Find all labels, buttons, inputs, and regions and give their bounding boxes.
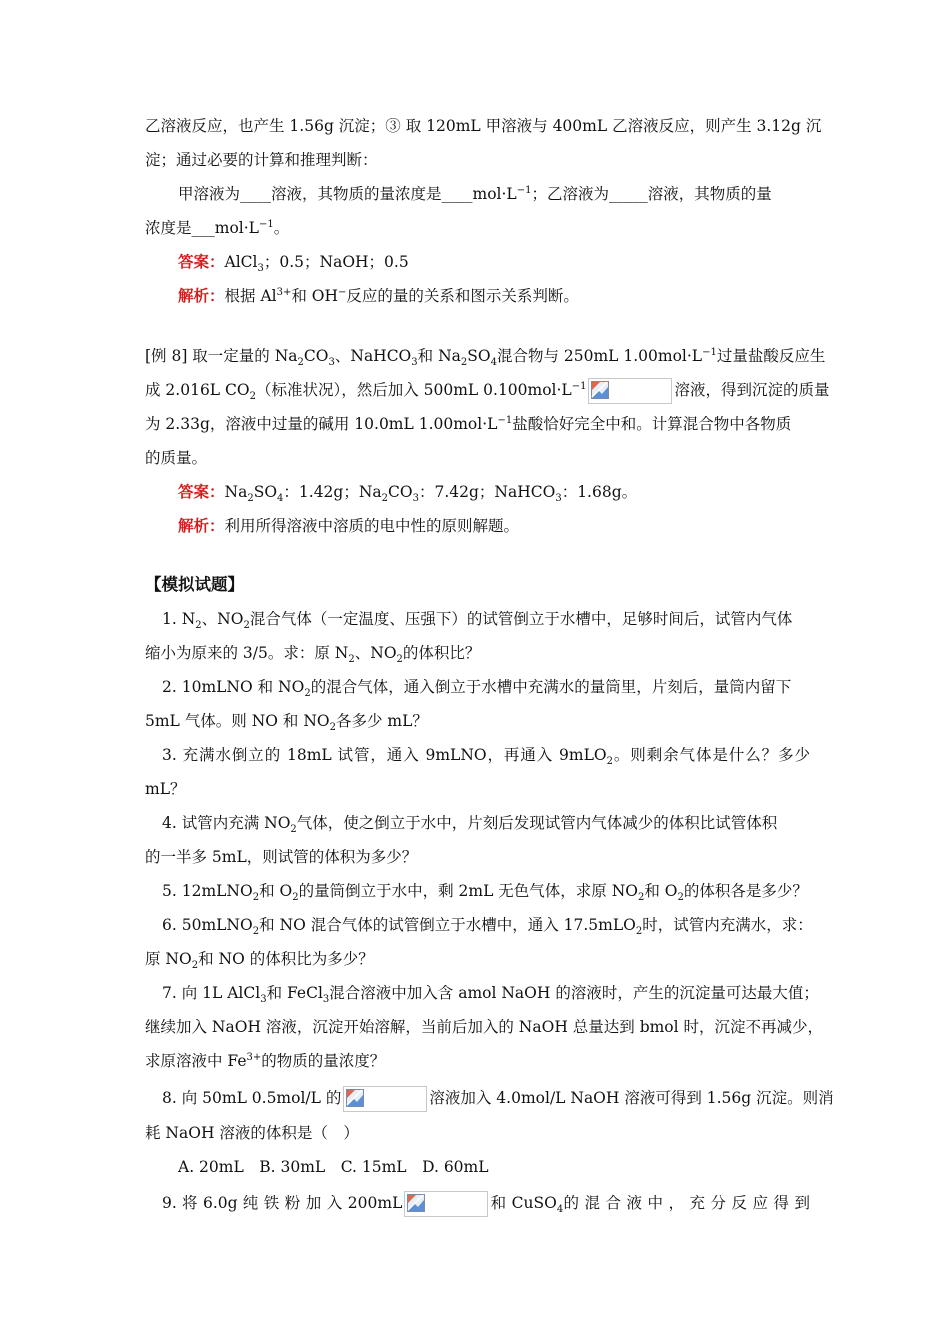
question-5: 5. 12mLNO$_2$和 $O_2$的量筒倒立于水中，剩 2mL 无色气体，求原 $NO_2$和 $O_2$的体积各是多少？	[162, 882, 808, 904]
question-1-cont: 缩小为原来的 3/5。求：原 $N_2$、$NO_2$的体积比？	[145, 644, 481, 666]
broken-image	[588, 378, 672, 404]
broken-image-icon	[591, 381, 609, 399]
example-8-line: 成 2.016L $CO_2$（标准状况），然后加入 500mL $0.100mol\cdot L^{-1}$ 溶液，得到沉淀的质量	[145, 373, 810, 407]
example-8-line: 为 2.33g，溶液中过量的碱用 10.0mL $1.00mol\cdot L^{-1}$盐酸恰好完全中和。计算混合物中各物质	[145, 414, 792, 433]
example-8-line: 的质量。	[145, 449, 208, 467]
example-8-line: [例 8] 取一定量的 $Na_2CO_3$、NaHCO$_3$和 $Na_2SO_4$混合物与 250mL $1.00mol\cdot L^{-1}$过量盐酸反应生	[145, 346, 826, 369]
text-line: 浓度是$\_\_\_mol\cdot L^{-1}$。	[145, 218, 290, 237]
broken-image	[343, 1086, 427, 1112]
question-6: 6. 50mLNO$_2$和 NO 混合气体的试管倒立于水槽中，通入 17.5mLO$_2$时，试管内充满水，求：	[162, 916, 813, 938]
text-line: 淀；通过必要的计算和推理判断：	[145, 151, 378, 169]
question-3-cont: mL？	[145, 780, 186, 798]
question-7-cont: 求原溶液中 $Fe^{3+}$的物质的量浓度？	[145, 1051, 386, 1070]
question-7: 7. 向 1L AlCl$_3$和 FeCl$_3$混合溶液中加入含 amol NaOH 的溶液时，产生的沉淀量可达最大值；	[162, 984, 819, 1006]
broken-image	[404, 1191, 488, 1217]
broken-image-icon	[346, 1089, 364, 1107]
question-4-cont: 的一半多 5mL，则试管的体积为多少？	[145, 848, 418, 866]
text-line: 乙溶液反应，也产生 1.56g 沉淀；③ 取 120mL 甲溶液与 400mL 乙溶液反应，则产生 3.12g 沉	[145, 117, 822, 135]
question-2: 2. 10mLNO 和 $NO_2$的混合气体，通入倒立于水槽中充满水的量筒里，片刻后，量筒内留下	[162, 678, 792, 700]
question-8-options: A. 20mL B. 30mL C. 15mL D. 60mL	[178, 1158, 489, 1176]
question-3: 3. 充满水倒立的 18mL 试管，通入 9mLNO，再通入 9mLO$_2$。则剩余气体是什么？多少	[162, 746, 810, 768]
explanation-label: 解析：	[178, 286, 225, 305]
answer-line: 答案：AlCl$_3$；0.5；NaOH；0.5	[178, 252, 409, 275]
question-6-cont: 原 $NO_2$和 NO 的体积比为多少？	[145, 950, 374, 972]
question-7-cont: 继续加入 NaOH 溶液，沉淀开始溶解，当前后加入的 NaOH 总量达到 bmol 时，沉淀不再减少，	[145, 1018, 824, 1036]
question-9: 9. 将 6.0g 纯 铁 粉 加 入 200mL 和 CuSO$_4$的 混 合 液 中 ， 充 分 反 应 得 到	[162, 1186, 810, 1220]
answer-label: 答案：	[178, 252, 225, 271]
question-8: 8. 向 50mL 0.5mol/L 的 溶液加入 4.0mol/L NaOH 溶液可得到 1.56g 沉淀。则消	[162, 1081, 810, 1115]
explanation-line: 解析：根据 $Al^{3+}$和 OH−反应的量的关系和图示关系判断。	[178, 286, 579, 305]
question-4: 4. 试管内充满 $NO_2$气体，使之倒立于水中，片刻后发现试管内气体减少的体积比试管体积	[162, 814, 778, 836]
explanation-label: 解析：	[178, 516, 225, 535]
section-title: 【模拟试题】	[145, 575, 244, 594]
question-8-cont: 耗 NaOH 溶液的体积是（ ）	[145, 1124, 359, 1142]
answer-label: 答案：	[178, 482, 225, 501]
question-1: 1. $N_2$、$NO_2$混合气体（一定温度、压强下）的试管倒立于水槽中，足够时间后，试管内气体	[162, 610, 793, 632]
text-line: 甲溶液为____溶液，其物质的量浓度是$\_\_\_\_mol\cdot L^{-1}$；乙溶液为_____溶液，其物质的量	[178, 184, 772, 203]
answer-line: 答案：$Na_2SO_4$：1.42g；$Na_2CO_3$：7.42g；NaHCO$_3$：1.68g。	[178, 482, 638, 505]
explanation-line: 解析：利用所得溶液中溶质的电中性的原则解题。	[178, 516, 520, 535]
broken-image-icon	[407, 1194, 425, 1212]
question-2-cont: 5mL 气体。则 NO 和 $NO_2$各多少 mL？	[145, 712, 428, 734]
